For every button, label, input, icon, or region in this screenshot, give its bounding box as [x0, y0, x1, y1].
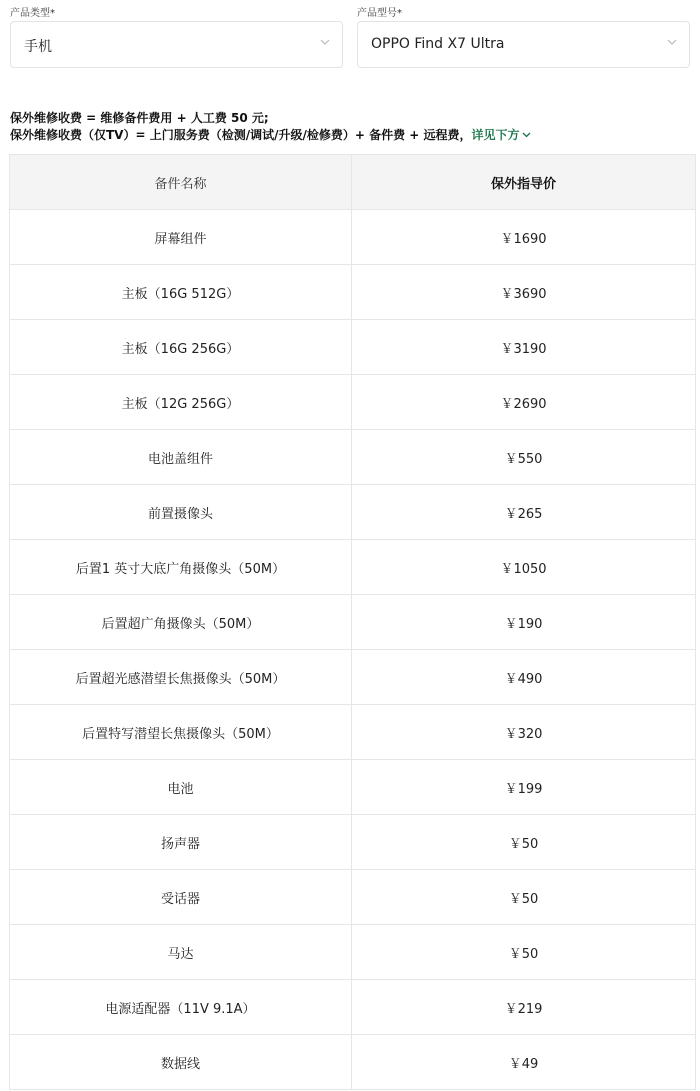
fee-note-line2 — [10, 127, 695, 144]
header-price: 保外指导价 — [352, 155, 696, 210]
part-price-cell: ￥50 — [352, 870, 696, 925]
see-details-link[interactable] — [472, 128, 532, 142]
header-part-name: 备件名称 — [10, 155, 352, 210]
table-row — [10, 1035, 696, 1090]
part-name-cell: 主板（12G 256G） — [10, 375, 352, 430]
part-name-cell: 马达 — [10, 925, 352, 980]
table-header-row — [10, 155, 696, 210]
table-row — [10, 540, 696, 595]
table-row — [10, 210, 696, 265]
part-price-cell: ￥3190 — [352, 320, 696, 375]
product-model-select[interactable] — [357, 21, 690, 68]
chevron-down-icon — [521, 129, 532, 140]
table-row — [10, 265, 696, 320]
part-name-cell: 前置摄像头 — [10, 485, 352, 540]
part-price-cell: ￥265 — [352, 485, 696, 540]
part-price-cell: ￥49 — [352, 1035, 696, 1090]
table-row — [10, 705, 696, 760]
part-name-cell: 后置超广角摄像头（50M） — [10, 595, 352, 650]
chevron-down-icon — [665, 35, 679, 49]
part-name-cell: 数据线 — [10, 1035, 352, 1090]
part-price-cell: ￥1690 — [352, 210, 696, 265]
part-price-cell: ￥490 — [352, 650, 696, 705]
part-price-cell: ￥320 — [352, 705, 696, 760]
table-row — [10, 870, 696, 925]
table-row — [10, 430, 696, 485]
part-name-cell: 电池 — [10, 760, 352, 815]
part-name-cell: 电池盖组件 — [10, 430, 352, 485]
part-name-cell: 扬声器 — [10, 815, 352, 870]
parts-price-table — [9, 154, 696, 1090]
fee-notes — [10, 110, 695, 144]
table-row — [10, 925, 696, 980]
part-price-cell: ￥3690 — [352, 265, 696, 320]
part-name-cell: 电源适配器（11V 9.1A） — [10, 980, 352, 1035]
part-price-cell: ￥199 — [352, 760, 696, 815]
table-row — [10, 320, 696, 375]
table-row — [10, 375, 696, 430]
table-row — [10, 650, 696, 705]
see-details-label: 详见下方 — [471, 128, 520, 142]
part-price-cell: ￥219 — [352, 980, 696, 1035]
table-row — [10, 815, 696, 870]
product-model-label: 产品型号* — [357, 8, 402, 19]
product-type-value: 手机 — [24, 39, 52, 55]
part-price-cell: ￥550 — [352, 430, 696, 485]
table-row — [10, 980, 696, 1035]
part-price-cell: ￥50 — [352, 925, 696, 980]
product-type-select[interactable] — [10, 21, 343, 68]
part-name-cell: 后置特写潜望长焦摄像头（50M） — [10, 705, 352, 760]
product-model-value: OPPO Find X7 Ultra — [371, 36, 505, 52]
part-name-cell: 主板（16G 256G） — [10, 320, 352, 375]
part-name-cell: 屏幕组件 — [10, 210, 352, 265]
part-price-cell: ￥50 — [352, 815, 696, 870]
part-price-cell: ￥2690 — [352, 375, 696, 430]
fee-note-line2-text: 保外维修收费（仅TV）= 上门服务费（检测/调试/升级/检修费）+ 备件费 + 远程费， — [10, 128, 472, 142]
part-name-cell: 受话器 — [10, 870, 352, 925]
part-price-cell: ￥1050 — [352, 540, 696, 595]
part-name-cell: 后置超光感潜望长焦摄像头（50M） — [10, 650, 352, 705]
table-row — [10, 485, 696, 540]
table-row — [10, 760, 696, 815]
chevron-down-icon — [318, 35, 332, 49]
part-name-cell: 后置1 英寸大底广角摄像头（50M） — [10, 540, 352, 595]
table-row — [10, 595, 696, 650]
part-price-cell: ￥190 — [352, 595, 696, 650]
part-name-cell: 主板（16G 512G） — [10, 265, 352, 320]
product-type-label: 产品类型* — [10, 8, 55, 19]
fee-note-line1: 保外维修收费 = 维修备件费用 + 人工费 50 元; — [10, 111, 269, 125]
